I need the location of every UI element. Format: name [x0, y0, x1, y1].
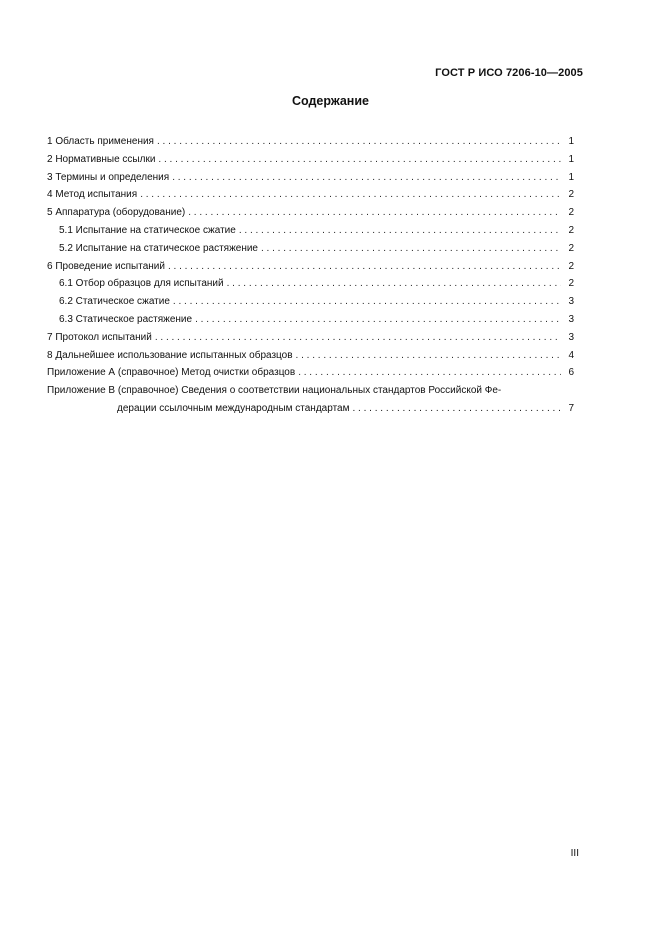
dot-leader: [261, 243, 561, 255]
toc-entry-label: 6.1 Отбор образцов для испытаний: [59, 278, 224, 290]
toc-entry-page: 2: [568, 242, 574, 254]
dot-leader: [155, 332, 561, 344]
dot-leader: [173, 296, 561, 308]
toc-entry-page: 2: [568, 224, 574, 236]
toc-entry[interactable]: [47, 350, 574, 362]
toc-entry-page: 1: [568, 136, 574, 147]
toc-entry-page: 7: [568, 402, 574, 414]
toc-entry[interactable]: [47, 154, 574, 166]
toc-entry[interactable]: [47, 332, 574, 344]
toc-entry[interactable]: [47, 136, 574, 148]
toc-entry-label: 1 Область применения: [47, 136, 154, 147]
toc-entry[interactable]: [47, 172, 574, 184]
toc-entry-page: 3: [568, 296, 574, 308]
toc-entry[interactable]: [47, 225, 574, 237]
toc-entry-label: Приложение А (справочное) Метод очистки образцов: [47, 367, 296, 379]
document-code: ГОСТ Р ИСО 7206-10—2005: [435, 67, 583, 79]
toc-entry-label: 3 Термины и определения: [47, 171, 170, 183]
toc-entry-page: 6: [568, 367, 574, 379]
dot-leader: [239, 225, 561, 237]
dot-leader: [195, 314, 561, 326]
toc-entry[interactable]: [47, 189, 574, 201]
toc-entry-label: 5.1 Испытание на статическое сжатие: [59, 224, 236, 236]
dot-leader: [168, 261, 561, 273]
toc-entry-page: 3: [568, 313, 574, 325]
dot-leader: [352, 403, 561, 415]
dot-leader: [157, 136, 561, 148]
dot-leader: [140, 189, 561, 201]
toc-entry-label: 5 Аппаратура (оборудование): [47, 207, 186, 219]
toc-entry[interactable]: [47, 243, 574, 255]
dot-leader: [172, 172, 561, 184]
dot-leader: [227, 278, 561, 290]
toc-entry[interactable]: [47, 314, 574, 326]
dot-leader: [188, 207, 561, 219]
dot-leader: [158, 154, 561, 166]
table-of-contents: [47, 136, 574, 421]
toc-entry[interactable]: [47, 278, 574, 290]
toc-entry[interactable]: [47, 207, 574, 219]
toc-entry-label: 6.3 Статическое растяжение: [59, 313, 193, 325]
toc-entry-page: 2: [568, 189, 574, 201]
toc-entry-label: Приложение В (справочное) Сведения о соответствии национальных стандартов Российской Фе-: [47, 385, 502, 397]
toc-entry-label-continued: дерации ссылочным международным стандартам: [117, 402, 350, 414]
page-number: III: [570, 848, 579, 859]
toc-entry-label: 4 Метод испытания: [47, 189, 138, 201]
toc-entry-page: 4: [568, 349, 574, 361]
toc-entry-page: 1: [568, 171, 574, 183]
toc-entry-page: 2: [568, 260, 574, 272]
toc-entry-label: 2 Нормативные ссылки: [47, 153, 156, 165]
toc-entry[interactable]: [47, 261, 574, 273]
toc-entry-label: 8 Дальнейшее использование испытанных образцов: [47, 349, 293, 361]
toc-entry-page: 2: [568, 278, 574, 290]
toc-entry-label: 6.2 Статическое сжатие: [59, 296, 170, 308]
toc-entry-label: 5.2 Испытание на статическое растяжение: [59, 242, 258, 254]
toc-entry[interactable]: [47, 367, 574, 379]
dot-leader: [296, 350, 561, 362]
toc-title: Содержание: [291, 94, 369, 108]
dot-leader: [298, 367, 561, 379]
toc-entry-page: 2: [568, 207, 574, 219]
toc-entry-appendix-b[interactable]: [47, 385, 574, 415]
toc-entry-label: 6 Проведение испытаний: [47, 260, 165, 272]
toc-entry-page: 1: [568, 153, 574, 165]
toc-entry-page: 3: [568, 331, 574, 343]
toc-entry-label: 7 Протокол испытаний: [47, 331, 152, 343]
toc-entry[interactable]: [47, 296, 574, 308]
